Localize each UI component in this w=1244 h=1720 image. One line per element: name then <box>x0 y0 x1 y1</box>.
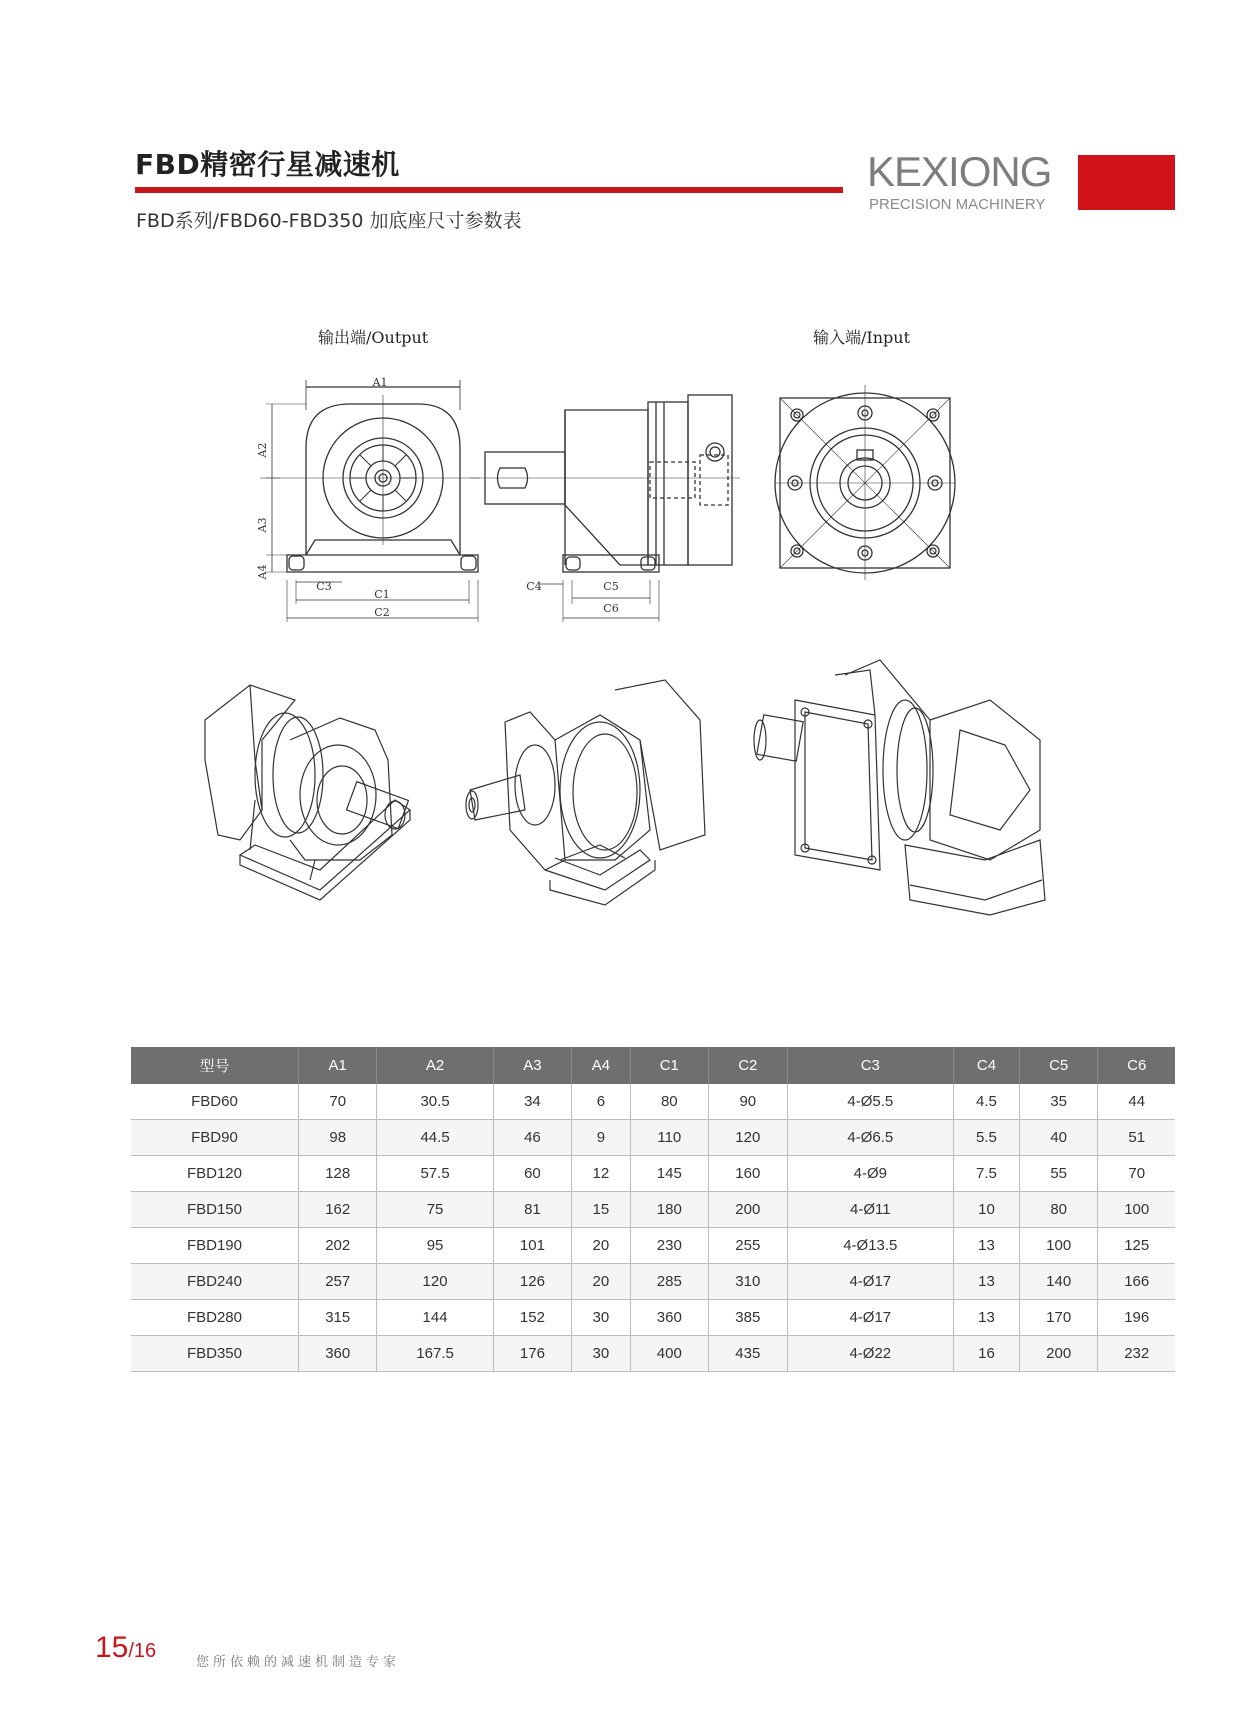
model-cell: FBD350 <box>131 1336 298 1372</box>
value-cell: 60 <box>493 1156 572 1192</box>
value-cell: 144 <box>377 1300 493 1336</box>
value-cell: 257 <box>298 1264 377 1300</box>
value-cell: 4.5 <box>954 1084 1020 1120</box>
value-cell: 95 <box>377 1228 493 1264</box>
value-cell: 385 <box>709 1300 788 1336</box>
value-cell: 57.5 <box>377 1156 493 1192</box>
value-cell: 285 <box>630 1264 709 1300</box>
value-cell: 255 <box>709 1228 788 1264</box>
value-cell: 200 <box>709 1192 788 1228</box>
value-cell: 75 <box>377 1192 493 1228</box>
column-header: C6 <box>1098 1047 1175 1084</box>
value-cell: 360 <box>630 1300 709 1336</box>
isometric-view-2 <box>466 680 705 905</box>
value-cell: 70 <box>298 1084 377 1120</box>
value-cell: 100 <box>1019 1228 1098 1264</box>
value-cell: 4-Ø6.5 <box>787 1120 953 1156</box>
value-cell: 167.5 <box>377 1336 493 1372</box>
table-row <box>131 1264 1175 1300</box>
table-row <box>131 1300 1175 1336</box>
page-number <box>95 1631 156 1665</box>
model-cell: FBD240 <box>131 1264 298 1300</box>
table-row <box>131 1120 1175 1156</box>
value-cell: 128 <box>298 1156 377 1192</box>
value-cell: 202 <box>298 1228 377 1264</box>
value-cell: 232 <box>1098 1336 1175 1372</box>
value-cell: 30 <box>572 1300 630 1336</box>
value-cell: 200 <box>1019 1336 1098 1372</box>
value-cell: 55 <box>1019 1156 1098 1192</box>
page-current: 15 <box>95 1631 129 1664</box>
value-cell: 4-Ø9 <box>787 1156 953 1192</box>
value-cell: 125 <box>1098 1228 1175 1264</box>
value-cell: 126 <box>493 1264 572 1300</box>
model-cell: FBD60 <box>131 1084 298 1120</box>
column-header: C5 <box>1019 1047 1098 1084</box>
dim-label-c3: C3 <box>316 580 332 593</box>
column-header: C2 <box>709 1047 788 1084</box>
value-cell: 120 <box>377 1264 493 1300</box>
value-cell: 160 <box>709 1156 788 1192</box>
value-cell: 166 <box>1098 1264 1175 1300</box>
column-header: A2 <box>377 1047 493 1084</box>
dim-label-a3: A3 <box>256 517 269 533</box>
value-cell: 400 <box>630 1336 709 1372</box>
value-cell: 9 <box>572 1120 630 1156</box>
value-cell: 30.5 <box>377 1084 493 1120</box>
model-cell: FBD120 <box>131 1156 298 1192</box>
value-cell: 44 <box>1098 1084 1175 1120</box>
dim-label-a1: A1 <box>372 376 388 389</box>
model-cell: FBD280 <box>131 1300 298 1336</box>
output-view-label: 输出端/Output <box>318 328 429 347</box>
value-cell: 98 <box>298 1120 377 1156</box>
value-cell: 120 <box>709 1120 788 1156</box>
value-cell: 40 <box>1019 1120 1098 1156</box>
value-cell: 4-Ø22 <box>787 1336 953 1372</box>
value-cell: 162 <box>298 1192 377 1228</box>
column-header: 型号 <box>131 1047 298 1084</box>
value-cell: 4-Ø5.5 <box>787 1084 953 1120</box>
table-row <box>131 1084 1175 1120</box>
isometric-view-3 <box>754 660 1045 915</box>
value-cell: 5.5 <box>954 1120 1020 1156</box>
value-cell: 152 <box>493 1300 572 1336</box>
value-cell: 170 <box>1019 1300 1098 1336</box>
table-row <box>131 1156 1175 1192</box>
dim-label-c2: C2 <box>374 606 390 619</box>
value-cell: 145 <box>630 1156 709 1192</box>
value-cell: 140 <box>1019 1264 1098 1300</box>
value-cell: 13 <box>954 1228 1020 1264</box>
table-row <box>131 1228 1175 1264</box>
value-cell: 110 <box>630 1120 709 1156</box>
front-view-drawing <box>260 380 480 622</box>
value-cell: 16 <box>954 1336 1020 1372</box>
table-row <box>131 1192 1175 1228</box>
value-cell: 4-Ø11 <box>787 1192 953 1228</box>
value-cell: 100 <box>1098 1192 1175 1228</box>
value-cell: 20 <box>572 1228 630 1264</box>
value-cell: 30 <box>572 1336 630 1372</box>
value-cell: 15 <box>572 1192 630 1228</box>
footer-slogan: 您所依赖的减速机制造专家 <box>196 1655 401 1670</box>
value-cell: 13 <box>954 1300 1020 1336</box>
column-header: C3 <box>787 1047 953 1084</box>
value-cell: 435 <box>709 1336 788 1372</box>
value-cell: 315 <box>298 1300 377 1336</box>
value-cell: 80 <box>1019 1192 1098 1228</box>
dim-label-c6: C6 <box>603 602 619 615</box>
value-cell: 4-Ø17 <box>787 1300 953 1336</box>
column-header: A1 <box>298 1047 377 1084</box>
page-total: /16 <box>128 1640 157 1662</box>
value-cell: 80 <box>630 1084 709 1120</box>
dim-label-c4: C4 <box>526 580 542 593</box>
value-cell: 81 <box>493 1192 572 1228</box>
model-cell: FBD150 <box>131 1192 298 1228</box>
table-header-row <box>131 1047 1175 1084</box>
value-cell: 230 <box>630 1228 709 1264</box>
value-cell: 70 <box>1098 1156 1175 1192</box>
isometric-view-1 <box>205 685 410 900</box>
value-cell: 51 <box>1098 1120 1175 1156</box>
dim-label-c1: C1 <box>374 588 390 601</box>
model-cell: FBD190 <box>131 1228 298 1264</box>
value-cell: 46 <box>493 1120 572 1156</box>
value-cell: 90 <box>709 1084 788 1120</box>
value-cell: 101 <box>493 1228 572 1264</box>
value-cell: 360 <box>298 1336 377 1372</box>
value-cell: 34 <box>493 1084 572 1120</box>
dim-label-c5: C5 <box>603 580 619 593</box>
table-row <box>131 1336 1175 1372</box>
input-view-label: 输入端/Input <box>813 328 910 347</box>
value-cell: 4-Ø17 <box>787 1264 953 1300</box>
value-cell: 44.5 <box>377 1120 493 1156</box>
dim-label-a2: A2 <box>256 442 269 458</box>
value-cell: 20 <box>572 1264 630 1300</box>
column-header: C4 <box>954 1047 1020 1084</box>
page-title: FBD精密行星减速机 <box>135 148 400 181</box>
value-cell: 6 <box>572 1084 630 1120</box>
dimension-spec-table <box>131 1047 1175 1372</box>
column-header: A4 <box>572 1047 630 1084</box>
value-cell: 12 <box>572 1156 630 1192</box>
value-cell: 176 <box>493 1336 572 1372</box>
brand-logo-text: KEXIONG <box>867 148 1052 195</box>
value-cell: 196 <box>1098 1300 1175 1336</box>
page-subtitle: FBD系列/FBD60-FBD350 加底座尺寸参数表 <box>136 210 522 232</box>
value-cell: 7.5 <box>954 1156 1020 1192</box>
input-view-drawing <box>775 385 955 580</box>
column-header: A3 <box>493 1047 572 1084</box>
model-cell: FBD90 <box>131 1120 298 1156</box>
column-header: C1 <box>630 1047 709 1084</box>
value-cell: 10 <box>954 1192 1020 1228</box>
value-cell: 4-Ø13.5 <box>787 1228 953 1264</box>
value-cell: 310 <box>709 1264 788 1300</box>
value-cell: 35 <box>1019 1084 1098 1120</box>
value-cell: 13 <box>954 1264 1020 1300</box>
dim-label-a4: A4 <box>256 564 269 580</box>
value-cell: 180 <box>630 1192 709 1228</box>
brand-tagline: PRECISION MACHINERY <box>869 196 1046 213</box>
